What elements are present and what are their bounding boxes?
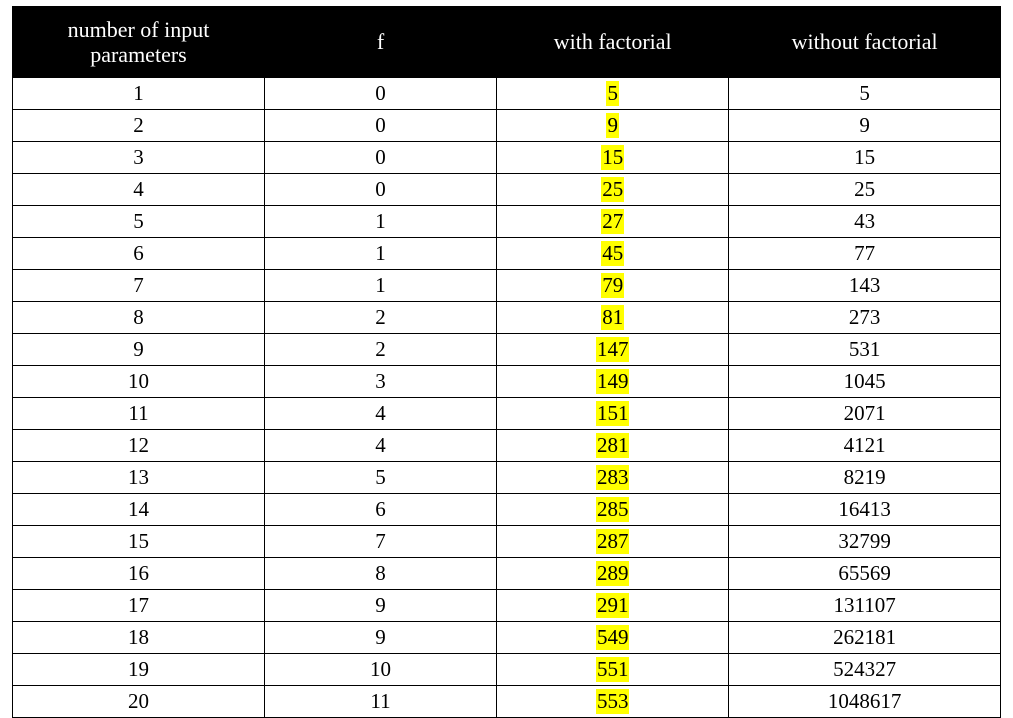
cell-with-factorial xyxy=(497,270,729,302)
table-row xyxy=(13,462,1001,494)
cell-number-of-input-parameters: 4 xyxy=(13,174,265,206)
highlighted-value: 283 xyxy=(596,465,629,490)
cell-without-factorial: 262181 xyxy=(729,622,1001,654)
cell-with-factorial xyxy=(497,78,729,110)
cell-f: 4 xyxy=(264,398,496,430)
cell-number-of-input-parameters: 3 xyxy=(13,142,265,174)
cell-f: 1 xyxy=(264,270,496,302)
cell-with-factorial xyxy=(497,462,729,494)
header-row xyxy=(13,7,1001,78)
cell-number-of-input-parameters: 18 xyxy=(13,622,265,654)
cell-f: 0 xyxy=(264,142,496,174)
table-row xyxy=(13,110,1001,142)
cell-number-of-input-parameters: 17 xyxy=(13,590,265,622)
cell-with-factorial xyxy=(497,622,729,654)
highlighted-value: 147 xyxy=(596,337,629,362)
cell-with-factorial xyxy=(497,430,729,462)
table-body xyxy=(13,78,1001,718)
table-row xyxy=(13,526,1001,558)
cell-without-factorial: 65569 xyxy=(729,558,1001,590)
cell-f: 9 xyxy=(264,622,496,654)
cell-number-of-input-parameters: 8 xyxy=(13,302,265,334)
highlighted-value: 25 xyxy=(602,177,624,202)
cell-without-factorial: 131107 xyxy=(729,590,1001,622)
cell-f: 7 xyxy=(264,526,496,558)
cell-f: 0 xyxy=(264,174,496,206)
cell-without-factorial: 2071 xyxy=(729,398,1001,430)
cell-number-of-input-parameters: 10 xyxy=(13,366,265,398)
cell-number-of-input-parameters: 9 xyxy=(13,334,265,366)
cell-number-of-input-parameters: 11 xyxy=(13,398,265,430)
cell-without-factorial: 25 xyxy=(729,174,1001,206)
cell-with-factorial xyxy=(497,142,729,174)
table-row xyxy=(13,590,1001,622)
highlighted-value: 81 xyxy=(602,305,624,330)
table-row xyxy=(13,654,1001,686)
results-table xyxy=(12,6,1001,718)
cell-with-factorial xyxy=(497,238,729,270)
highlighted-value: 45 xyxy=(602,241,624,266)
highlighted-value: 291 xyxy=(596,593,629,618)
cell-number-of-input-parameters: 16 xyxy=(13,558,265,590)
cell-with-factorial xyxy=(497,174,729,206)
table-row xyxy=(13,142,1001,174)
cell-without-factorial: 524327 xyxy=(729,654,1001,686)
table-row xyxy=(13,174,1001,206)
cell-f: 8 xyxy=(264,558,496,590)
cell-with-factorial xyxy=(497,686,729,718)
table-row xyxy=(13,334,1001,366)
cell-with-factorial xyxy=(497,302,729,334)
cell-number-of-input-parameters: 6 xyxy=(13,238,265,270)
highlighted-value: 551 xyxy=(596,657,629,682)
cell-with-factorial xyxy=(497,494,729,526)
column-header-with-factorial: with factorial xyxy=(497,7,729,78)
highlighted-value: 287 xyxy=(596,529,629,554)
table-header xyxy=(13,7,1001,78)
cell-number-of-input-parameters: 15 xyxy=(13,526,265,558)
table-row xyxy=(13,622,1001,654)
highlighted-value: 281 xyxy=(596,433,629,458)
cell-without-factorial: 8219 xyxy=(729,462,1001,494)
cell-without-factorial: 4121 xyxy=(729,430,1001,462)
cell-without-factorial: 9 xyxy=(729,110,1001,142)
cell-without-factorial: 5 xyxy=(729,78,1001,110)
column-header-without-factorial: without factorial xyxy=(729,7,1001,78)
cell-number-of-input-parameters: 7 xyxy=(13,270,265,302)
highlighted-value: 285 xyxy=(596,497,629,522)
table-row xyxy=(13,78,1001,110)
cell-number-of-input-parameters: 5 xyxy=(13,206,265,238)
table-row xyxy=(13,238,1001,270)
highlighted-value: 553 xyxy=(596,689,629,714)
cell-f: 4 xyxy=(264,430,496,462)
cell-number-of-input-parameters: 12 xyxy=(13,430,265,462)
cell-without-factorial: 15 xyxy=(729,142,1001,174)
cell-number-of-input-parameters: 13 xyxy=(13,462,265,494)
cell-with-factorial xyxy=(497,398,729,430)
cell-number-of-input-parameters: 19 xyxy=(13,654,265,686)
highlighted-value: 149 xyxy=(596,369,629,394)
cell-without-factorial: 1048617 xyxy=(729,686,1001,718)
cell-f: 6 xyxy=(264,494,496,526)
table-row xyxy=(13,270,1001,302)
table-row xyxy=(13,558,1001,590)
cell-without-factorial: 1045 xyxy=(729,366,1001,398)
cell-with-factorial xyxy=(497,206,729,238)
cell-with-factorial xyxy=(497,590,729,622)
cell-f: 5 xyxy=(264,462,496,494)
cell-with-factorial xyxy=(497,334,729,366)
cell-f: 9 xyxy=(264,590,496,622)
cell-f: 10 xyxy=(264,654,496,686)
cell-with-factorial xyxy=(497,526,729,558)
cell-without-factorial: 143 xyxy=(729,270,1001,302)
cell-f: 0 xyxy=(264,110,496,142)
cell-without-factorial: 273 xyxy=(729,302,1001,334)
cell-number-of-input-parameters: 2 xyxy=(13,110,265,142)
table-row xyxy=(13,430,1001,462)
cell-number-of-input-parameters: 20 xyxy=(13,686,265,718)
cell-with-factorial xyxy=(497,366,729,398)
cell-number-of-input-parameters: 1 xyxy=(13,78,265,110)
table-row xyxy=(13,494,1001,526)
cell-f: 1 xyxy=(264,238,496,270)
highlighted-value: 15 xyxy=(602,145,624,170)
highlighted-value: 5 xyxy=(607,81,618,106)
cell-number-of-input-parameters: 14 xyxy=(13,494,265,526)
cell-without-factorial: 77 xyxy=(729,238,1001,270)
table-row xyxy=(13,686,1001,718)
highlighted-value: 9 xyxy=(607,113,618,138)
table-row xyxy=(13,366,1001,398)
cell-f: 0 xyxy=(264,78,496,110)
cell-with-factorial xyxy=(497,110,729,142)
cell-with-factorial xyxy=(497,558,729,590)
highlighted-value: 151 xyxy=(596,401,629,426)
cell-f: 2 xyxy=(264,334,496,366)
cell-f: 3 xyxy=(264,366,496,398)
column-header-number-of-input-parameters: number of input parameters xyxy=(13,7,265,78)
table-row xyxy=(13,398,1001,430)
cell-without-factorial: 32799 xyxy=(729,526,1001,558)
cell-f: 11 xyxy=(264,686,496,718)
column-header-f: f xyxy=(264,7,496,78)
highlighted-value: 549 xyxy=(596,625,629,650)
table-row xyxy=(13,206,1001,238)
cell-without-factorial: 43 xyxy=(729,206,1001,238)
cell-f: 2 xyxy=(264,302,496,334)
highlighted-value: 27 xyxy=(602,209,624,234)
table-row xyxy=(13,302,1001,334)
highlighted-value: 289 xyxy=(596,561,629,586)
cell-without-factorial: 531 xyxy=(729,334,1001,366)
cell-f: 1 xyxy=(264,206,496,238)
highlighted-value: 79 xyxy=(602,273,624,298)
cell-with-factorial xyxy=(497,654,729,686)
cell-without-factorial: 16413 xyxy=(729,494,1001,526)
